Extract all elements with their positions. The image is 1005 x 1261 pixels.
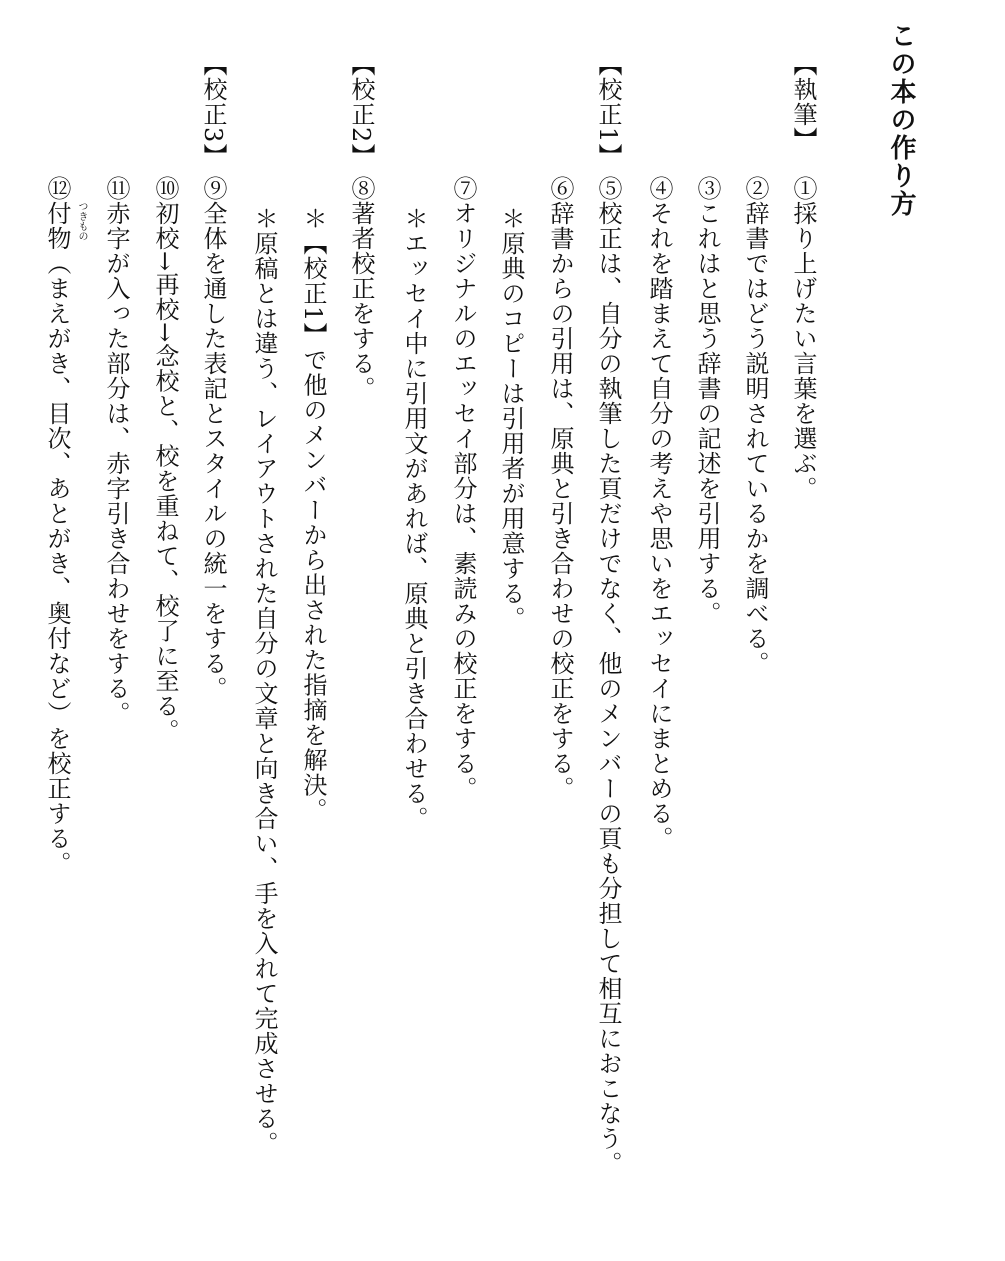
list-item: ⑦オリジナルのエッセイ部分は、素読みの校正をする。 [449,176,477,801]
item-number: ⑫ [43,176,71,201]
section-heading-kosei-1: 【校正1】 [594,52,622,169]
furigana-reading: つきもの [76,201,87,241]
list-item: ④それを踏まえて自分の考えや思いをエッセイにまとめる。 [645,176,673,851]
list-item-last [40,176,87,876]
list-item: ⑤校正は、自分の執筆した頁だけでなく、他のメンバーの頁も分担して相互におこなう。 [594,176,622,1176]
ruby-base: 付物 [43,201,71,251]
list-item: ⑥辞書からの引用は、原典と引き合わせの校正をする。 [546,176,574,801]
ruby-word [43,201,87,251]
section-heading-kosei-3: 【校正3】 [199,52,227,169]
page-title: この本の作り方 [886,22,916,218]
list-item: ⑩初校→再校→念校と、校を重ねて、校了に至る。 [151,176,179,744]
note-item: ＊原典のコピーは引用者が用意する。 [497,206,525,631]
item-rest: （まえがき、目次、あとがき、奥付など）を校正する。 [43,251,71,876]
list-item: ①採り上げたい言葉を選ぶ。 [789,176,817,501]
list-item: ②辞書ではどう説明されているかを調べる。 [741,176,769,676]
note-item: ＊【校正1】で他のメンバーから出された指摘を解決。 [299,206,327,823]
list-item: ③これはと思う辞書の記述を引用する。 [693,176,721,626]
section-heading-shippitsu: 【執筆】 [789,52,817,152]
note-item: ＊エッセイ中に引用文があれば、原典と引き合わせる。 [400,206,428,831]
note-item: ＊原稿とは違う、レイアウトされた自分の文章と向き合い、手を入れて完成させる。 [250,206,278,1156]
list-item: ⑨全体を通した表記とスタイルの統一をする。 [199,176,227,701]
list-item: ⑧著者校正をする。 [347,176,375,401]
list-item: ⑪赤字が入った部分は、赤字引き合わせをする。 [102,176,130,726]
section-heading-kosei-2: 【校正2】 [347,52,375,169]
